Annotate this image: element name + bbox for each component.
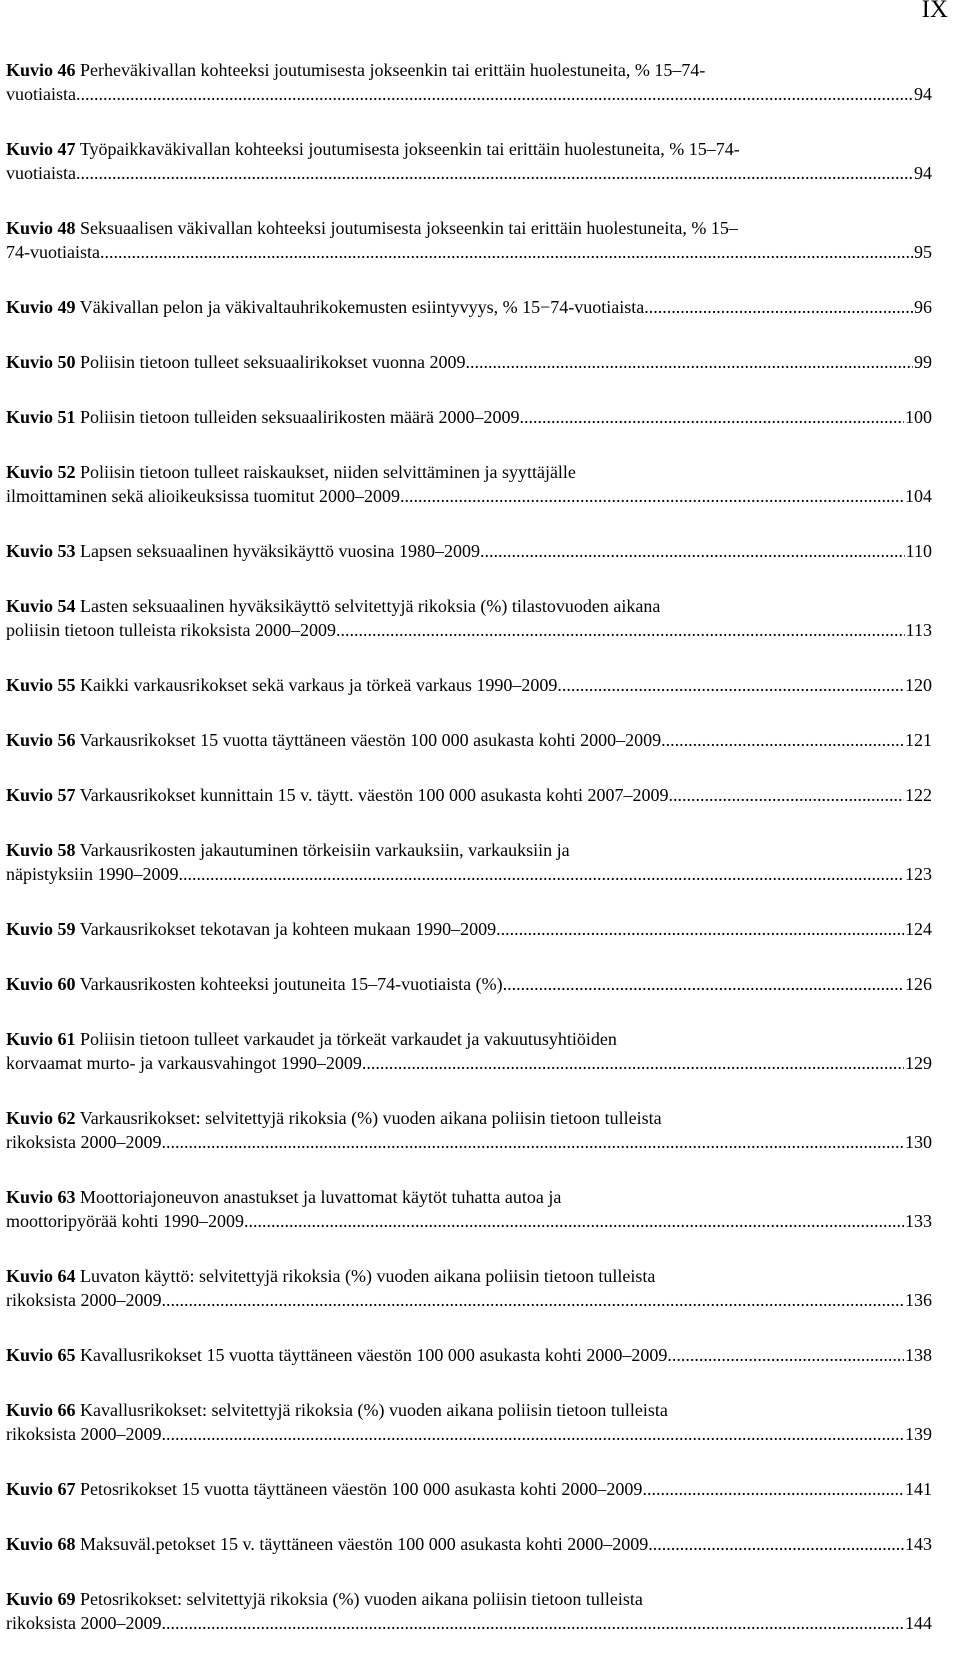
toc-entry[interactable] — [6, 917, 932, 941]
page-reference: 104 — [905, 486, 932, 506]
figure-title: Varkausrikokset: selvitettyjä rikoksia (%) vuoden aikana poliisin tietoon tulleista — [79, 1108, 662, 1128]
figure-title: näpistyksiin 1990–2009 — [6, 864, 179, 884]
dot-leader — [162, 1130, 905, 1154]
page-reference: 124 — [905, 919, 932, 939]
toc-entry[interactable] — [6, 405, 932, 429]
figure-title: Luvaton käyttö: selvitettyjä rikoksia (%) vuoden aikana poliisin tietoon tulleista — [80, 1266, 656, 1286]
page-reference: 121 — [905, 730, 932, 750]
entry-line — [6, 58, 932, 82]
page-reference: 139 — [905, 1424, 932, 1444]
figure-label: Kuvio 51 — [6, 407, 76, 427]
page-reference: 94 — [914, 163, 932, 183]
page-reference: 100 — [905, 407, 932, 427]
entry-line — [6, 1106, 932, 1130]
figure-title: Kaikki varkausrikokset sekä varkaus ja törkeä varkaus 1990–2009 — [80, 675, 558, 695]
figure-title: Lasten seksuaalinen hyväksikäyttö selvitettyjä rikoksia (%) tilastovuoden aikana — [80, 596, 661, 616]
page-reference: 110 — [905, 541, 932, 561]
dot-leader — [667, 1343, 904, 1367]
entry-line — [6, 1587, 932, 1611]
page-reference: 99 — [914, 352, 932, 372]
dot-leader — [162, 1288, 905, 1312]
dot-leader — [480, 539, 905, 563]
entry-last-line — [6, 1532, 932, 1556]
entry-line — [6, 1027, 932, 1051]
entry-line — [6, 1398, 932, 1422]
figure-label: Kuvio 60 — [6, 974, 76, 994]
dot-leader — [100, 240, 913, 264]
toc-entry[interactable] — [6, 1106, 932, 1154]
dot-leader — [496, 917, 904, 941]
page-reference: 113 — [905, 620, 932, 640]
figure-title: poliisin tietoon tulleista rikoksista 2000–2009 — [6, 620, 336, 640]
figure-title: Kavallusrikokset: selvitettyjä rikoksia (%) vuoden aikana poliisin tietoon tulleista — [80, 1400, 668, 1420]
entry-last-line — [6, 1130, 932, 1154]
figure-title: Perheväkivallan kohteeksi joutumisesta jokseenkin tai erittäin huolestuneita, % 15–74- — [80, 60, 706, 80]
entry-last-line — [6, 1611, 932, 1635]
entry-last-line — [6, 1343, 932, 1367]
figure-title: Poliisin tietoon tulleet varkaudet ja törkeät varkaudet ja vakuutusyhtiöiden — [80, 1029, 617, 1049]
figure-title: Poliisin tietoon tulleet raiskaukset, niiden selvittäminen ja syyttäjälle — [80, 462, 576, 482]
toc-entry[interactable] — [6, 1343, 932, 1367]
figure-title: Poliisin tietoon tulleiden seksuaalirikosten määrä 2000–2009 — [80, 407, 520, 427]
entry-last-line — [6, 240, 932, 264]
dot-leader — [76, 82, 913, 106]
page-reference: 126 — [905, 974, 932, 994]
entry-line — [6, 838, 932, 862]
figure-title: rikoksista 2000–2009 — [6, 1613, 162, 1633]
figure-label: Kuvio 68 — [6, 1534, 76, 1554]
figure-label: Kuvio 53 — [6, 541, 76, 561]
figure-label: Kuvio 57 — [6, 785, 76, 805]
page-reference: 138 — [905, 1345, 932, 1365]
entry-last-line — [6, 862, 932, 886]
page-reference: 136 — [905, 1290, 932, 1310]
figure-title: Väkivallan pelon ja väkivaltauhrikokemusten esiintyvyys, % 15−74-vuotiaista — [79, 297, 645, 317]
entry-line — [6, 216, 932, 240]
page-reference: 123 — [905, 864, 932, 884]
figure-label: Kuvio 49 — [6, 297, 76, 317]
dot-leader — [519, 405, 904, 429]
dot-leader — [648, 1532, 904, 1556]
figure-title: Varkausrikokset kunnittain 15 v. täytt. väestön 100 000 asukasta kohti 2007–2009 — [79, 785, 669, 805]
figure-title: Varkausrikokset tekotavan ja kohteen mukaan 1990–2009 — [79, 919, 497, 939]
dot-leader — [179, 862, 904, 886]
toc-entry[interactable] — [6, 1398, 932, 1446]
toc-entry[interactable] — [6, 350, 932, 374]
entry-last-line — [6, 1477, 932, 1501]
figure-title: Poliisin tietoon tulleet seksuaalirikokset vuonna 2009 — [80, 352, 466, 372]
figure-title: korvaamat murto- ja varkausvahingot 1990–2009 — [6, 1053, 362, 1073]
page-reference: 94 — [914, 84, 932, 104]
toc-entry[interactable] — [6, 1587, 932, 1635]
figure-title: Varkausrikosten jakautuminen törkeisiin varkauksiin, varkauksiin ja — [79, 840, 570, 860]
entry-last-line — [6, 673, 932, 697]
dot-leader — [642, 1477, 904, 1501]
figure-label: Kuvio 52 — [6, 462, 76, 482]
toc-entry[interactable] — [6, 295, 932, 319]
dot-leader — [644, 295, 913, 319]
toc-entry[interactable] — [6, 594, 932, 642]
entry-line — [6, 1264, 932, 1288]
page-reference: 141 — [905, 1479, 932, 1499]
figure-title: ilmoittaminen sekä alioikeuksissa tuomitut 2000–2009 — [6, 486, 400, 506]
entry-last-line — [6, 161, 932, 185]
toc-entry[interactable] — [6, 1264, 932, 1312]
entry-last-line — [6, 618, 932, 642]
dot-leader — [400, 484, 904, 508]
figure-title: Petosrikokset: selvitettyjä rikoksia (%) vuoden aikana poliisin tietoon tulleista — [80, 1589, 643, 1609]
page-reference: 95 — [914, 242, 932, 262]
figure-label: Kuvio 59 — [6, 919, 76, 939]
dot-leader — [661, 728, 904, 752]
entry-last-line — [6, 1422, 932, 1446]
entry-line — [6, 1185, 932, 1209]
entry-line — [6, 594, 932, 618]
toc-entry[interactable] — [6, 673, 932, 697]
figure-label: Kuvio 56 — [6, 730, 76, 750]
figure-title: Lapsen seksuaalinen hyväksikäyttö vuosina 1980–2009 — [80, 541, 480, 561]
entry-line — [6, 460, 932, 484]
figure-title: rikoksista 2000–2009 — [6, 1132, 162, 1152]
figure-title: Maksuväl.petokset 15 v. täyttäneen väestön 100 000 asukasta kohti 2000–2009 — [80, 1534, 649, 1554]
figure-label: Kuvio 58 — [6, 840, 76, 860]
entry-last-line — [6, 82, 932, 106]
dot-leader — [162, 1611, 905, 1635]
page-reference: 122 — [905, 785, 932, 805]
figure-label: Kuvio 65 — [6, 1345, 76, 1365]
figure-label: Kuvio 54 — [6, 596, 76, 616]
figure-title: rikoksista 2000–2009 — [6, 1424, 162, 1444]
entry-last-line — [6, 539, 932, 563]
page-reference: 130 — [905, 1132, 932, 1152]
figure-label: Kuvio 63 — [6, 1187, 76, 1207]
dot-leader — [465, 350, 913, 374]
entry-last-line — [6, 350, 932, 374]
figure-label: Kuvio 69 — [6, 1589, 76, 1609]
figure-title: moottoripyörää kohti 1990–2009 — [6, 1211, 244, 1231]
figure-label: Kuvio 48 — [6, 218, 76, 238]
entry-last-line — [6, 917, 932, 941]
dot-leader — [503, 972, 904, 996]
figure-title: Varkausrikosten kohteeksi joutuneita 15–74-vuotiaista (%) — [79, 974, 503, 994]
figure-label: Kuvio 47 — [6, 139, 76, 159]
dot-leader — [362, 1051, 904, 1075]
figure-title: rikoksista 2000–2009 — [6, 1290, 162, 1310]
toc-entry[interactable] — [6, 972, 932, 996]
entry-last-line — [6, 295, 932, 319]
page-reference: 129 — [905, 1053, 932, 1073]
toc-entry[interactable] — [6, 838, 932, 886]
figure-label: Kuvio 46 — [6, 60, 76, 80]
figure-label: Kuvio 61 — [6, 1029, 76, 1049]
entry-last-line — [6, 972, 932, 996]
toc-entry[interactable] — [6, 728, 932, 752]
entry-last-line — [6, 484, 932, 508]
toc-entry[interactable] — [6, 137, 932, 185]
entry-last-line — [6, 783, 932, 807]
figure-title: 74-vuotiaista — [6, 242, 100, 262]
entry-last-line — [6, 1288, 932, 1312]
figure-title: vuotiaista — [6, 84, 76, 104]
page-reference: 133 — [905, 1211, 932, 1231]
toc-entry[interactable] — [6, 1477, 932, 1501]
figure-label: Kuvio 66 — [6, 1400, 76, 1420]
toc-entry[interactable] — [6, 783, 932, 807]
figure-title: vuotiaista — [6, 163, 76, 183]
figure-title: Moottoriajoneuvon anastukset ja luvattomat käytöt tuhatta autoa ja — [80, 1187, 562, 1207]
page-reference: 143 — [905, 1534, 932, 1554]
entry-last-line — [6, 405, 932, 429]
dot-leader — [162, 1422, 905, 1446]
toc-entry[interactable] — [6, 1532, 932, 1556]
figure-title: Seksuaalisen väkivallan kohteeksi joutumisesta jokseenkin tai erittäin huolestuneita, % 15– — [80, 218, 738, 238]
page-reference: 120 — [905, 675, 932, 695]
page-reference: 144 — [905, 1613, 932, 1633]
figure-title: Kavallusrikokset 15 vuotta täyttäneen väestön 100 000 asukasta kohti 2000–2009 — [80, 1345, 668, 1365]
entry-last-line — [6, 1209, 932, 1233]
figure-title: Työpaikkaväkivallan kohteeksi joutumisesta jokseenkin tai erittäin huolestuneita, % 15–74- — [79, 139, 740, 159]
figure-title: Varkausrikokset 15 vuotta täyttäneen väestön 100 000 asukasta kohti 2000–2009 — [79, 730, 662, 750]
page-number: IX — [921, 0, 948, 23]
entry-line — [6, 137, 932, 161]
figure-label: Kuvio 62 — [6, 1108, 76, 1128]
figure-label: Kuvio 55 — [6, 675, 76, 695]
figure-label: Kuvio 67 — [6, 1479, 76, 1499]
dot-leader — [336, 618, 905, 642]
entry-last-line — [6, 1051, 932, 1075]
entry-last-line — [6, 728, 932, 752]
toc-entry[interactable] — [6, 1185, 932, 1233]
toc-entry[interactable] — [6, 216, 932, 264]
toc-entry[interactable] — [6, 539, 932, 563]
dot-leader — [76, 161, 913, 185]
toc-entry[interactable] — [6, 1027, 932, 1075]
toc-entry[interactable] — [6, 460, 932, 508]
figure-label: Kuvio 50 — [6, 352, 76, 372]
toc-entry[interactable] — [6, 58, 932, 106]
figure-title: Petosrikokset 15 vuotta täyttäneen väestön 100 000 asukasta kohti 2000–2009 — [80, 1479, 643, 1499]
figure-label: Kuvio 64 — [6, 1266, 76, 1286]
dot-leader — [668, 783, 904, 807]
figure-list — [6, 58, 932, 1666]
page-reference: 96 — [914, 297, 932, 317]
dot-leader — [557, 673, 904, 697]
dot-leader — [244, 1209, 904, 1233]
